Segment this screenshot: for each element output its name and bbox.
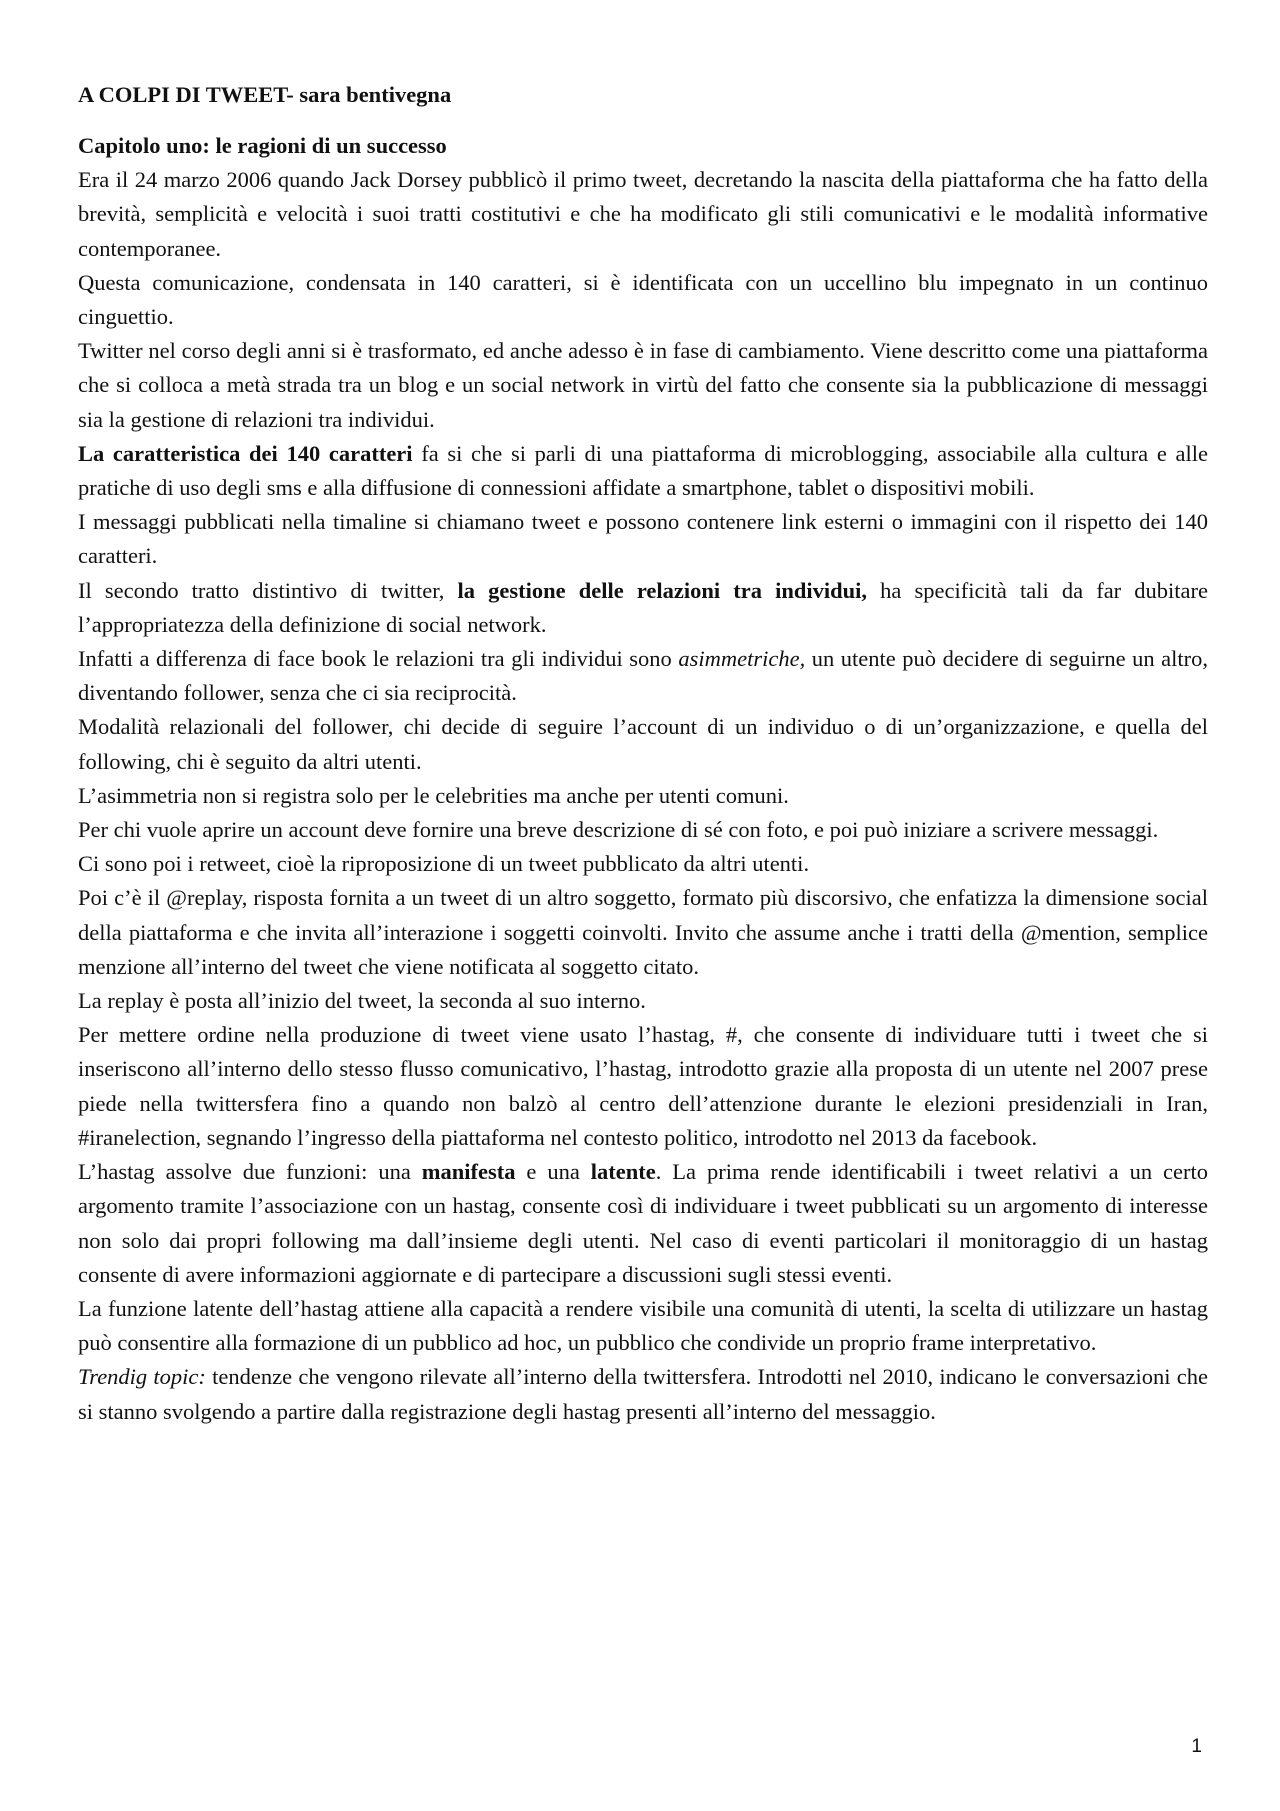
paragraph (78, 779, 1208, 813)
document-page (78, 78, 1208, 1429)
paragraph (78, 266, 1208, 334)
paragraph (78, 984, 1208, 1018)
text-run: Il secondo tratto distintivo di twitter, (78, 577, 458, 603)
text-run: I messaggi pubblicati nella timaline si chiamano tweet e possono contenere link esterni o immagini con il rispetto dei 140 caratteri. (78, 509, 1208, 569)
text-run: L’hastag assolve due funzioni: una (78, 1159, 422, 1185)
text-run: Ci sono poi i retweet, cioè la riproposizione di un tweet pubblicato da altri utenti. (78, 851, 810, 877)
text-run: un utente può decidere di seguirne un altro, diventando follower, senza che ci sia reciprocità. (78, 646, 1209, 706)
text-run: . La prima rende identificabili i tweet relativi a un certo argomento tramite l’associazione con un hastag, consente così di individuare i tweet pubblicati su un argomento di interesse non solo dai propri following ma dall’insieme degli utenti. Nel caso di eventi particolari il monitoraggio di un hastag consente di avere informazioni aggiornate e di partecipare a discussioni sugli stessi eventi. (78, 1159, 1208, 1287)
document-title: A COLPI DI TWEET- sara bentivegna (78, 82, 452, 107)
paragraph (78, 1155, 1208, 1292)
bold-text: manifesta (421, 1159, 516, 1185)
text-run: Poi c’è il @replay, risposta fornita a un tweet di un altro soggetto, formato più discorsivo, che enfatizza la dimensione social della piattaforma e che invita all’interazione i soggetti coinvolti. Invito che assume anche i tratti della @mention, semplice menzione all’interno del tweet che viene notificata al soggetto citato. (78, 885, 1208, 979)
text-run: ha specificità tali da far dubitare l’appropriatezza della definizione di social network. (78, 577, 1208, 637)
paragraph (78, 1292, 1208, 1360)
paragraph (78, 1360, 1208, 1428)
document-body (78, 163, 1208, 1429)
text-run: Modalità relazionali del follower, chi decide di seguire l’account di un individuo o di un’organizzazione, e quella del following, chi è seguito da altri utenti. (78, 714, 1208, 774)
page-number: 1 (1191, 1736, 1202, 1757)
bold-text: la gestione delle relazioni tra individui, (457, 577, 868, 603)
paragraph (78, 505, 1208, 573)
paragraph (78, 574, 1208, 642)
paragraph (78, 813, 1208, 847)
paragraph (78, 1018, 1208, 1155)
paragraph (78, 163, 1208, 266)
text-run: La funzione latente dell’hastag attiene alla capacità a rendere visibile una comunità di utenti, la scelta di utilizzare un hastag può consentire alla formazione di un pubblico ad hoc, un pubblico che condivide un proprio frame interpretativo. (78, 1295, 1208, 1356)
text-run: Twitter nel corso degli anni si è trasformato, ed anche adesso è in fase di cambiamento. Viene descritto come una piattaforma che si colloca a metà strada tra un blog e un social network in virtù del fatto che consente sia la pubblicazione di messaggi sia la gestione di relazioni tra individui. (78, 338, 1208, 432)
text-run: Questa comunicazione, condensata in 140 caratteri, si è identificata con un uccellino blu impegnato in un continuo cinguettio. (78, 269, 1208, 330)
text-run: Infatti a differenza di face book le relazioni tra gli individui sono (78, 646, 679, 672)
paragraph (78, 710, 1208, 778)
text-run: L’asimmetria non si registra solo per le celebrities ma anche per utenti comuni. (78, 782, 789, 808)
italic-text: Trendig topic: (78, 1364, 206, 1390)
text-run: Per mettere ordine nella produzione di tweet viene usato l’hastag, #, che consente di individuare tutti i tweet che si inseriscono all’interno dello stesso flusso comunicativo, l’hastag, introdotto grazie alla proposta di un utente nel 2007 prese piede nella twittersfera fino a quando non balzò al centro dell’attenzione durante le elezioni presidenziali in Iran, #iranelection, segnando l’ingresso della piattaforma nel contesto politico, introdotto nel 2013 da facebook. (78, 1022, 1208, 1150)
text-run: tendenze che vengono rilevate all’interno della twittersfera. Introdotti nel 2010, indicano le conversazioni che si stanno svolgendo a partire dalla registrazione degli hastag presenti all’interno del messaggio. (78, 1364, 1208, 1424)
text-run: Era il 24 marzo 2006 quando Jack Dorsey pubblicò il primo tweet, decretando la nascita della piattaforma che ha fatto della brevità, semplicità e velocità i suoi tratti costitutivi e che ha modificato gli stili comunicativi e le modalità informative contemporanee. (78, 167, 1208, 261)
bold-text: latente (590, 1159, 656, 1185)
italic-text: asimmetriche, (678, 646, 806, 672)
text-run: e una (515, 1159, 591, 1185)
paragraph (78, 881, 1208, 984)
paragraph (78, 334, 1208, 437)
text-run: Per chi vuole aprire un account deve fornire una breve descrizione di sé con foto, e poi può iniziare a scrivere messaggi. (78, 817, 1159, 843)
text-run: La replay è posta all’inizio del tweet, la seconda al suo interno. (78, 988, 646, 1014)
paragraph (78, 642, 1208, 710)
bold-text: La caratteristica dei 140 caratteri (78, 440, 413, 466)
paragraph (78, 847, 1208, 881)
chapter-title: Capitolo uno: le ragioni di un successo (78, 133, 447, 158)
text-run: fa si che si parli di una piattaforma di microblogging, associabile alla cultura e alle pratiche di uso degli sms e alla diffusione di connessioni affidate a smartphone, tablet o dispositivi mobili. (78, 440, 1208, 501)
paragraph (78, 437, 1208, 505)
